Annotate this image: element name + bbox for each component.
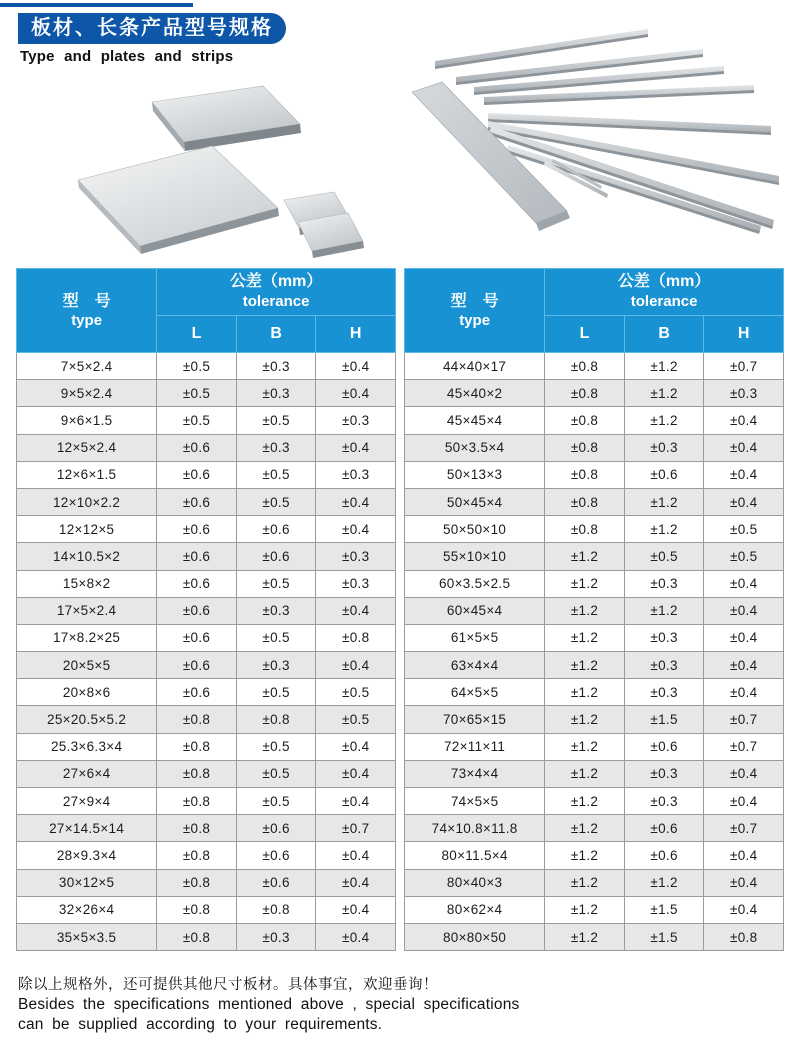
table-row <box>405 679 784 706</box>
tolerance-cell: ±0.4 <box>316 516 396 543</box>
tolerance-cell: ±0.4 <box>316 733 396 760</box>
tolerance-cell: ±1.2 <box>624 353 704 380</box>
tolerance-cell: ±0.8 <box>316 624 396 651</box>
table-row <box>17 380 396 407</box>
table-row <box>17 679 396 706</box>
type-header-zh: 型 号 <box>62 292 111 310</box>
type-cell: 27×14.5×14 <box>17 815 157 842</box>
type-cell: 30×12×5 <box>17 869 157 896</box>
tolerance-cell: ±0.3 <box>624 760 704 787</box>
type-cell: 12×6×1.5 <box>17 461 157 488</box>
type-cell: 35×5×3.5 <box>17 923 157 950</box>
tolerance-cell: ±0.3 <box>316 570 396 597</box>
table-row <box>405 434 784 461</box>
col-header-H: H <box>316 316 396 353</box>
table-row <box>17 923 396 950</box>
tolerance-cell: ±0.3 <box>624 434 704 461</box>
tolerance-cell: ±0.8 <box>545 461 625 488</box>
tolerance-cell: ±0.4 <box>704 624 784 651</box>
tolerance-cell: ±0.5 <box>236 788 316 815</box>
tolerance-cell: ±0.6 <box>157 624 237 651</box>
tolerance-cell: ±0.8 <box>157 815 237 842</box>
spec-tables <box>16 268 784 951</box>
spec-table-left <box>16 268 396 951</box>
tolerance-cell: ±0.8 <box>157 706 237 733</box>
table-row <box>17 788 396 815</box>
tolerance-cell: ±0.5 <box>236 570 316 597</box>
type-cell: 55×10×10 <box>405 543 545 570</box>
tolerance-cell: ±0.5 <box>704 543 784 570</box>
type-cell: 14×10.5×2 <box>17 543 157 570</box>
table-row <box>17 434 396 461</box>
table-row <box>405 923 784 950</box>
spec-table-right <box>404 268 784 951</box>
tolerance-cell: ±0.6 <box>236 842 316 869</box>
tolerance-cell: ±0.5 <box>236 461 316 488</box>
tolerance-cell: ±0.4 <box>316 353 396 380</box>
tolerance-cell: ±0.6 <box>157 652 237 679</box>
type-cell: 17×5×2.4 <box>17 597 157 624</box>
tolerance-cell: ±1.2 <box>545 570 625 597</box>
table-row <box>17 570 396 597</box>
tolerance-cell: ±0.5 <box>236 407 316 434</box>
tolerance-cell: ±0.4 <box>316 434 396 461</box>
tolerance-cell: ±0.4 <box>316 652 396 679</box>
table-row <box>17 597 396 624</box>
type-cell: 32×26×4 <box>17 896 157 923</box>
tolerance-cell: ±0.3 <box>316 407 396 434</box>
tolerance-cell: ±0.6 <box>157 543 237 570</box>
tolerance-cell: ±0.3 <box>316 543 396 570</box>
tolerance-cell: ±0.3 <box>624 624 704 651</box>
tolerance-cell: ±1.2 <box>624 407 704 434</box>
tolerance-cell: ±1.2 <box>545 815 625 842</box>
table-row <box>405 516 784 543</box>
type-cell: 80×40×3 <box>405 869 545 896</box>
tolerance-cell: ±1.2 <box>545 543 625 570</box>
col-header-H: H <box>704 316 784 353</box>
type-cell: 80×11.5×4 <box>405 842 545 869</box>
tolerance-cell: ±0.4 <box>316 760 396 787</box>
tolerance-cell: ±1.2 <box>545 597 625 624</box>
tolerance-cell: ±0.4 <box>316 923 396 950</box>
tolerance-cell: ±0.4 <box>316 896 396 923</box>
type-cell: 60×3.5×2.5 <box>405 570 545 597</box>
tolerance-cell: ±1.2 <box>545 760 625 787</box>
tolerance-cell: ±0.4 <box>704 434 784 461</box>
table-row <box>17 733 396 760</box>
table-row <box>405 652 784 679</box>
tolerance-header-zh: 公差（mm） <box>229 273 323 290</box>
table-row <box>17 461 396 488</box>
type-column-header <box>405 269 545 353</box>
tolerance-cell: ±0.7 <box>316 815 396 842</box>
table-row <box>17 624 396 651</box>
tolerance-cell: ±0.8 <box>704 923 784 950</box>
tolerance-cell: ±0.4 <box>316 380 396 407</box>
tolerance-cell: ±0.3 <box>236 434 316 461</box>
table-row <box>405 380 784 407</box>
type-column-header <box>17 269 157 353</box>
table-row <box>17 516 396 543</box>
tolerance-cell: ±0.3 <box>236 597 316 624</box>
type-cell: 45×40×2 <box>405 380 545 407</box>
table-row <box>17 488 396 515</box>
tolerance-cell: ±0.5 <box>157 380 237 407</box>
tolerance-cell: ±1.2 <box>545 652 625 679</box>
tolerance-cell: ±0.3 <box>704 380 784 407</box>
tolerance-cell: ±1.2 <box>545 869 625 896</box>
tolerance-cell: ±0.6 <box>624 815 704 842</box>
tolerance-cell: ±0.4 <box>704 652 784 679</box>
table-row <box>405 543 784 570</box>
type-cell: 25.3×6.3×4 <box>17 733 157 760</box>
top-rule-line <box>0 3 193 7</box>
tolerance-cell: ±0.5 <box>236 624 316 651</box>
tolerance-cell: ±1.2 <box>545 788 625 815</box>
type-cell: 70×65×15 <box>405 706 545 733</box>
tolerance-cell: ±0.3 <box>624 652 704 679</box>
type-cell: 63×4×4 <box>405 652 545 679</box>
type-cell: 73×4×4 <box>405 760 545 787</box>
type-cell: 27×9×4 <box>17 788 157 815</box>
tolerance-cell: ±0.8 <box>545 407 625 434</box>
tolerance-cell: ±1.2 <box>624 488 704 515</box>
table-row <box>405 788 784 815</box>
tolerance-cell: ±0.8 <box>545 353 625 380</box>
tolerance-cell: ±1.2 <box>545 733 625 760</box>
footer-note <box>18 975 788 1035</box>
tolerance-cell: ±1.5 <box>624 706 704 733</box>
type-cell: 17×8.2×25 <box>17 624 157 651</box>
tolerance-cell: ±0.6 <box>624 733 704 760</box>
table-row <box>17 652 396 679</box>
col-header-B: B <box>624 316 704 353</box>
tolerance-cell: ±0.4 <box>704 842 784 869</box>
tolerance-column-header <box>545 269 784 316</box>
tolerance-cell: ±0.3 <box>236 380 316 407</box>
type-cell: 27×6×4 <box>17 760 157 787</box>
tolerance-cell: ±0.4 <box>704 869 784 896</box>
tolerance-cell: ±0.3 <box>236 652 316 679</box>
tolerance-cell: ±1.2 <box>624 380 704 407</box>
table-row <box>17 407 396 434</box>
tolerance-cell: ±0.4 <box>316 597 396 624</box>
tolerance-cell: ±0.4 <box>316 488 396 515</box>
tolerance-cell: ±0.3 <box>236 353 316 380</box>
tolerance-cell: ±0.4 <box>704 788 784 815</box>
tolerance-cell: ±1.2 <box>545 923 625 950</box>
tolerance-cell: ±1.2 <box>624 869 704 896</box>
type-cell: 80×80×50 <box>405 923 545 950</box>
tolerance-cell: ±0.5 <box>624 543 704 570</box>
type-header-en: type <box>459 311 491 329</box>
type-cell: 61×5×5 <box>405 624 545 651</box>
tolerance-cell: ±0.3 <box>316 461 396 488</box>
tolerance-cell: ±0.8 <box>545 434 625 461</box>
type-header-en: type <box>71 311 103 329</box>
tolerance-cell: ±1.2 <box>545 896 625 923</box>
type-cell: 12×5×2.4 <box>17 434 157 461</box>
tolerance-cell: ±0.8 <box>157 842 237 869</box>
tolerance-header-en: tolerance <box>630 293 698 310</box>
tolerance-cell: ±1.5 <box>624 896 704 923</box>
type-cell: 80×62×4 <box>405 896 545 923</box>
tolerance-cell: ±0.7 <box>704 815 784 842</box>
tolerance-cell: ±1.2 <box>545 842 625 869</box>
tolerance-cell: ±0.6 <box>157 461 237 488</box>
type-cell: 50×50×10 <box>405 516 545 543</box>
table-row <box>405 815 784 842</box>
tolerance-cell: ±0.4 <box>704 407 784 434</box>
tolerance-cell: ±0.5 <box>316 679 396 706</box>
type-cell: 20×8×6 <box>17 679 157 706</box>
tolerance-cell: ±0.6 <box>157 570 237 597</box>
type-cell: 20×5×5 <box>17 652 157 679</box>
tolerance-cell: ±0.3 <box>624 679 704 706</box>
tolerance-cell: ±0.4 <box>704 760 784 787</box>
tolerance-cell: ±0.4 <box>316 788 396 815</box>
tolerance-cell: ±0.6 <box>236 543 316 570</box>
tolerance-cell: ±0.4 <box>704 679 784 706</box>
title-banner <box>18 13 286 44</box>
tolerance-cell: ±0.6 <box>157 516 237 543</box>
type-cell: 28×9.3×4 <box>17 842 157 869</box>
type-cell: 50×3.5×4 <box>405 434 545 461</box>
tolerance-cell: ±0.4 <box>704 896 784 923</box>
tolerance-cell: ±0.5 <box>236 733 316 760</box>
table-row <box>17 896 396 923</box>
type-cell: 45×45×4 <box>405 407 545 434</box>
page-subtitle: Type and plates and strips <box>20 48 234 65</box>
tolerance-cell: ±0.6 <box>157 488 237 515</box>
footer-note-en-line2: can be supplied according to your requirements. <box>18 1016 383 1033</box>
type-cell: 64×5×5 <box>405 679 545 706</box>
tolerance-cell: ±1.2 <box>545 679 625 706</box>
tolerance-header-en: tolerance <box>242 293 310 310</box>
tolerance-header-zh: 公差（mm） <box>617 273 711 290</box>
table-row <box>405 407 784 434</box>
tolerance-cell: ±0.4 <box>316 869 396 896</box>
tolerance-cell: ±0.6 <box>157 597 237 624</box>
tolerance-cell: ±0.7 <box>704 733 784 760</box>
tolerance-cell: ±0.6 <box>236 516 316 543</box>
tolerance-cell: ±0.8 <box>157 896 237 923</box>
tolerance-cell: ±0.8 <box>157 788 237 815</box>
type-cell: 7×5×2.4 <box>17 353 157 380</box>
type-cell: 25×20.5×5.2 <box>17 706 157 733</box>
footer-note-zh: 除以上规格外，还可提供其他尺寸板材。具体事宜，欢迎垂询！ <box>18 977 438 993</box>
tolerance-cell: ±0.5 <box>704 516 784 543</box>
tolerance-cell: ±0.4 <box>704 488 784 515</box>
type-cell: 12×10×2.2 <box>17 488 157 515</box>
tolerance-cell: ±0.8 <box>236 896 316 923</box>
tolerance-cell: ±0.3 <box>624 570 704 597</box>
type-cell: 44×40×17 <box>405 353 545 380</box>
table-row <box>405 760 784 787</box>
tolerance-cell: ±0.6 <box>236 815 316 842</box>
table-row <box>405 842 784 869</box>
tolerance-column-header <box>157 269 396 316</box>
type-cell: 60×45×4 <box>405 597 545 624</box>
tolerance-cell: ±0.4 <box>316 842 396 869</box>
table-row <box>17 760 396 787</box>
type-cell: 15×8×2 <box>17 570 157 597</box>
table-row <box>17 543 396 570</box>
table-row <box>17 842 396 869</box>
table-row <box>405 488 784 515</box>
tolerance-cell: ±0.6 <box>157 679 237 706</box>
table-row <box>405 624 784 651</box>
tolerance-cell: ±0.5 <box>236 679 316 706</box>
tolerance-cell: ±1.2 <box>545 706 625 733</box>
tolerance-cell: ±1.5 <box>624 923 704 950</box>
tolerance-cell: ±0.8 <box>545 516 625 543</box>
tolerance-cell: ±0.4 <box>704 461 784 488</box>
type-cell: 50×45×4 <box>405 488 545 515</box>
page-title: 板材、长条产品型号规格 <box>31 17 273 39</box>
tolerance-cell: ±0.6 <box>624 842 704 869</box>
tolerance-cell: ±0.3 <box>236 923 316 950</box>
type-cell: 74×10.8×11.8 <box>405 815 545 842</box>
tolerance-cell: ±0.8 <box>157 733 237 760</box>
tolerance-cell: ±0.5 <box>316 706 396 733</box>
table-row <box>405 461 784 488</box>
tolerance-cell: ±1.2 <box>545 624 625 651</box>
type-cell: 12×12×5 <box>17 516 157 543</box>
tolerance-cell: ±0.5 <box>236 488 316 515</box>
metal-strips-photo <box>390 20 800 260</box>
tolerance-cell: ±0.6 <box>624 461 704 488</box>
tolerance-cell: ±1.2 <box>624 516 704 543</box>
type-cell: 9×6×1.5 <box>17 407 157 434</box>
tolerance-cell: ±0.8 <box>236 706 316 733</box>
table-row <box>17 815 396 842</box>
tolerance-cell: ±0.6 <box>236 869 316 896</box>
table-row <box>405 733 784 760</box>
tolerance-cell: ±0.3 <box>624 788 704 815</box>
tolerance-cell: ±0.8 <box>545 380 625 407</box>
tolerance-cell: ±1.2 <box>624 597 704 624</box>
table-row <box>405 597 784 624</box>
tolerance-cell: ±0.5 <box>236 760 316 787</box>
tolerance-cell: ±0.7 <box>704 706 784 733</box>
table-row <box>405 896 784 923</box>
tolerance-cell: ±0.7 <box>704 353 784 380</box>
table-row <box>405 706 784 733</box>
table-row <box>17 706 396 733</box>
tolerance-cell: ±0.8 <box>157 923 237 950</box>
metal-plates-photo <box>60 82 390 262</box>
tolerance-cell: ±0.8 <box>157 869 237 896</box>
type-cell: 50×13×3 <box>405 461 545 488</box>
type-cell: 9×5×2.4 <box>17 380 157 407</box>
col-header-L: L <box>545 316 625 353</box>
table-row <box>405 570 784 597</box>
tolerance-cell: ±0.8 <box>545 488 625 515</box>
col-header-B: B <box>236 316 316 353</box>
table-row <box>17 869 396 896</box>
table-row <box>17 353 396 380</box>
tolerance-cell: ±0.5 <box>157 353 237 380</box>
type-header-zh: 型 号 <box>450 292 499 310</box>
type-cell: 74×5×5 <box>405 788 545 815</box>
table-row <box>405 353 784 380</box>
tolerance-cell: ±0.4 <box>704 597 784 624</box>
tolerance-cell: ±0.8 <box>157 760 237 787</box>
col-header-L: L <box>157 316 237 353</box>
tolerance-cell: ±0.4 <box>704 570 784 597</box>
table-row <box>405 869 784 896</box>
tolerance-cell: ±0.6 <box>157 434 237 461</box>
tolerance-cell: ±0.5 <box>157 407 237 434</box>
footer-note-en-line1: Besides the specifications mentioned above , special specifications <box>18 996 520 1013</box>
type-cell: 72×11×11 <box>405 733 545 760</box>
